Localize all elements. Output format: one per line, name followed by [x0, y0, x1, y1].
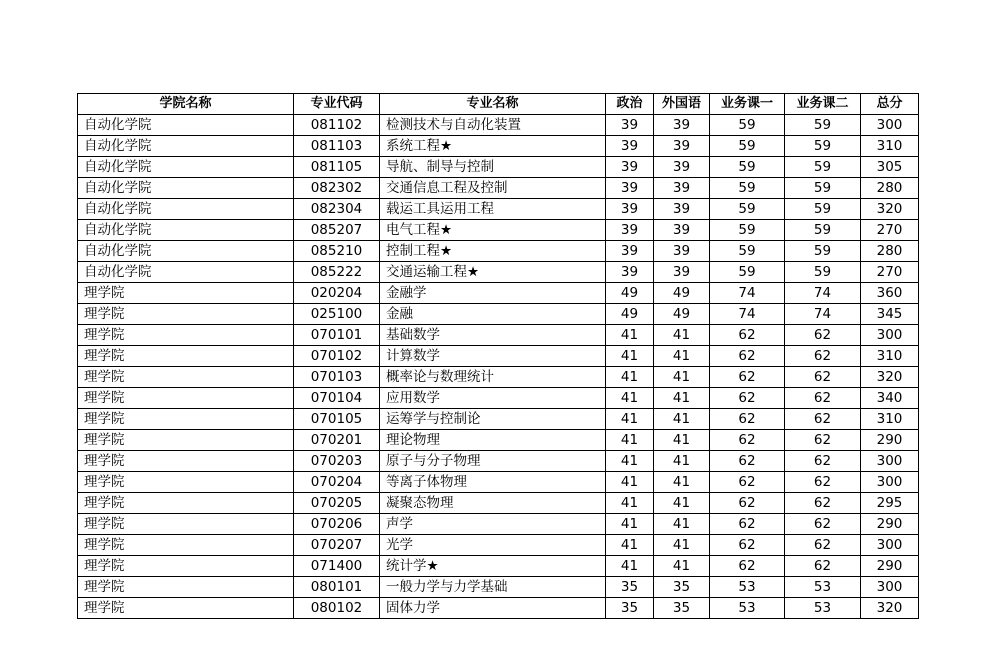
major-name-cell: 交通信息工程及控制 [380, 178, 606, 199]
major-code-cell: 082302 [294, 178, 380, 199]
major-name-cell: 载运工具运用工程 [380, 199, 606, 220]
politics-cell: 39 [606, 262, 654, 283]
foreign-language-cell: 41 [654, 346, 710, 367]
foreign-language-cell: 41 [654, 472, 710, 493]
header-politics: 政治 [606, 94, 654, 115]
major-name-cell: 导航、制导与控制 [380, 157, 606, 178]
table-row [78, 199, 919, 220]
course-two-cell: 59 [785, 220, 861, 241]
total-cell: 300 [861, 472, 919, 493]
total-cell: 280 [861, 241, 919, 262]
foreign-language-cell: 39 [654, 262, 710, 283]
college-cell: 理学院 [78, 409, 294, 430]
course-one-cell: 62 [710, 409, 785, 430]
major-name-cell: 检测技术与自动化装置 [380, 115, 606, 136]
course-one-cell: 62 [710, 556, 785, 577]
course-one-cell: 53 [710, 577, 785, 598]
major-name-cell: 运筹学与控制论 [380, 409, 606, 430]
college-cell: 理学院 [78, 388, 294, 409]
header-course-two: 业务课二 [785, 94, 861, 115]
college-cell: 自动化学院 [78, 178, 294, 199]
course-two-cell: 59 [785, 241, 861, 262]
major-code-cell: 070102 [294, 346, 380, 367]
foreign-language-cell: 41 [654, 388, 710, 409]
header-foreign-language: 外国语 [654, 94, 710, 115]
major-code-cell: 071400 [294, 556, 380, 577]
course-one-cell: 62 [710, 430, 785, 451]
college-cell: 自动化学院 [78, 199, 294, 220]
major-code-cell: 070207 [294, 535, 380, 556]
major-code-cell: 070205 [294, 493, 380, 514]
politics-cell: 49 [606, 283, 654, 304]
college-cell: 理学院 [78, 472, 294, 493]
politics-cell: 41 [606, 472, 654, 493]
total-cell: 320 [861, 598, 919, 619]
major-code-cell: 070105 [294, 409, 380, 430]
header-course-one: 业务课一 [710, 94, 785, 115]
table-row [78, 577, 919, 598]
total-cell: 290 [861, 430, 919, 451]
foreign-language-cell: 35 [654, 598, 710, 619]
major-code-cell: 085207 [294, 220, 380, 241]
total-cell: 280 [861, 178, 919, 199]
table-row [78, 598, 919, 619]
course-two-cell: 62 [785, 367, 861, 388]
major-name-cell: 基础数学 [380, 325, 606, 346]
table-row [78, 493, 919, 514]
course-one-cell: 62 [710, 325, 785, 346]
college-cell: 自动化学院 [78, 157, 294, 178]
table-row [78, 157, 919, 178]
table-header-row [78, 94, 919, 115]
total-cell: 290 [861, 514, 919, 535]
major-code-cell: 070201 [294, 430, 380, 451]
total-cell: 295 [861, 493, 919, 514]
table-body [78, 115, 919, 619]
foreign-language-cell: 41 [654, 367, 710, 388]
foreign-language-cell: 39 [654, 157, 710, 178]
course-one-cell: 62 [710, 472, 785, 493]
politics-cell: 41 [606, 325, 654, 346]
major-code-cell: 020204 [294, 283, 380, 304]
college-cell: 理学院 [78, 451, 294, 472]
major-name-cell: 原子与分子物理 [380, 451, 606, 472]
politics-cell: 35 [606, 577, 654, 598]
college-cell: 理学院 [78, 304, 294, 325]
course-one-cell: 62 [710, 493, 785, 514]
course-two-cell: 62 [785, 409, 861, 430]
course-two-cell: 62 [785, 556, 861, 577]
major-name-cell: 一般力学与力学基础 [380, 577, 606, 598]
total-cell: 320 [861, 199, 919, 220]
foreign-language-cell: 41 [654, 451, 710, 472]
major-name-cell: 声学 [380, 514, 606, 535]
table-row [78, 388, 919, 409]
foreign-language-cell: 39 [654, 136, 710, 157]
major-name-cell: 系统工程★ [380, 136, 606, 157]
politics-cell: 39 [606, 199, 654, 220]
college-cell: 理学院 [78, 556, 294, 577]
politics-cell: 41 [606, 430, 654, 451]
course-one-cell: 59 [710, 136, 785, 157]
course-one-cell: 62 [710, 367, 785, 388]
major-name-cell: 计算数学 [380, 346, 606, 367]
table-row [78, 472, 919, 493]
major-name-cell: 统计学★ [380, 556, 606, 577]
major-code-cell: 081103 [294, 136, 380, 157]
total-cell: 300 [861, 451, 919, 472]
foreign-language-cell: 41 [654, 325, 710, 346]
college-cell: 理学院 [78, 346, 294, 367]
politics-cell: 41 [606, 409, 654, 430]
major-code-cell: 080101 [294, 577, 380, 598]
course-two-cell: 59 [785, 157, 861, 178]
course-two-cell: 74 [785, 304, 861, 325]
course-two-cell: 59 [785, 178, 861, 199]
major-code-cell: 085210 [294, 241, 380, 262]
major-name-cell: 凝聚态物理 [380, 493, 606, 514]
total-cell: 270 [861, 262, 919, 283]
total-cell: 310 [861, 409, 919, 430]
table-row [78, 409, 919, 430]
course-one-cell: 59 [710, 220, 785, 241]
college-cell: 理学院 [78, 535, 294, 556]
foreign-language-cell: 35 [654, 577, 710, 598]
politics-cell: 39 [606, 220, 654, 241]
major-code-cell: 070103 [294, 367, 380, 388]
college-cell: 理学院 [78, 514, 294, 535]
table-row [78, 325, 919, 346]
major-code-cell: 070203 [294, 451, 380, 472]
course-two-cell: 62 [785, 325, 861, 346]
politics-cell: 39 [606, 241, 654, 262]
course-one-cell: 59 [710, 157, 785, 178]
foreign-language-cell: 41 [654, 430, 710, 451]
course-two-cell: 59 [785, 136, 861, 157]
course-two-cell: 59 [785, 115, 861, 136]
foreign-language-cell: 41 [654, 535, 710, 556]
foreign-language-cell: 41 [654, 493, 710, 514]
total-cell: 320 [861, 367, 919, 388]
course-two-cell: 62 [785, 430, 861, 451]
table-row [78, 283, 919, 304]
course-one-cell: 59 [710, 115, 785, 136]
foreign-language-cell: 39 [654, 115, 710, 136]
major-code-cell: 025100 [294, 304, 380, 325]
course-one-cell: 62 [710, 451, 785, 472]
foreign-language-cell: 39 [654, 178, 710, 199]
politics-cell: 41 [606, 388, 654, 409]
table-row [78, 535, 919, 556]
college-cell: 理学院 [78, 367, 294, 388]
course-one-cell: 53 [710, 598, 785, 619]
total-cell: 345 [861, 304, 919, 325]
score-table [77, 93, 919, 619]
total-cell: 305 [861, 157, 919, 178]
foreign-language-cell: 39 [654, 199, 710, 220]
politics-cell: 41 [606, 451, 654, 472]
course-two-cell: 62 [785, 472, 861, 493]
major-code-cell: 070101 [294, 325, 380, 346]
politics-cell: 39 [606, 136, 654, 157]
course-one-cell: 59 [710, 199, 785, 220]
course-two-cell: 59 [785, 262, 861, 283]
major-name-cell: 应用数学 [380, 388, 606, 409]
table-row [78, 346, 919, 367]
foreign-language-cell: 41 [654, 514, 710, 535]
politics-cell: 39 [606, 178, 654, 199]
major-code-cell: 070204 [294, 472, 380, 493]
course-two-cell: 62 [785, 493, 861, 514]
course-one-cell: 59 [710, 178, 785, 199]
college-cell: 自动化学院 [78, 220, 294, 241]
total-cell: 300 [861, 577, 919, 598]
table-row [78, 136, 919, 157]
college-cell: 理学院 [78, 325, 294, 346]
major-code-cell: 070104 [294, 388, 380, 409]
total-cell: 300 [861, 115, 919, 136]
course-two-cell: 53 [785, 577, 861, 598]
table-row [78, 451, 919, 472]
foreign-language-cell: 49 [654, 283, 710, 304]
course-one-cell: 62 [710, 346, 785, 367]
course-two-cell: 62 [785, 346, 861, 367]
politics-cell: 39 [606, 157, 654, 178]
major-name-cell: 控制工程★ [380, 241, 606, 262]
foreign-language-cell: 39 [654, 220, 710, 241]
college-cell: 理学院 [78, 283, 294, 304]
major-name-cell: 理论物理 [380, 430, 606, 451]
politics-cell: 41 [606, 346, 654, 367]
table-row [78, 304, 919, 325]
college-cell: 自动化学院 [78, 136, 294, 157]
course-one-cell: 59 [710, 262, 785, 283]
college-cell: 理学院 [78, 493, 294, 514]
major-code-cell: 080102 [294, 598, 380, 619]
politics-cell: 41 [606, 535, 654, 556]
course-two-cell: 62 [785, 388, 861, 409]
major-name-cell: 交通运输工程★ [380, 262, 606, 283]
major-code-cell: 070206 [294, 514, 380, 535]
major-code-cell: 082304 [294, 199, 380, 220]
total-cell: 300 [861, 535, 919, 556]
politics-cell: 41 [606, 367, 654, 388]
course-two-cell: 62 [785, 535, 861, 556]
table-row [78, 367, 919, 388]
course-two-cell: 53 [785, 598, 861, 619]
politics-cell: 35 [606, 598, 654, 619]
politics-cell: 49 [606, 304, 654, 325]
header-total: 总分 [861, 94, 919, 115]
header-major-code: 专业代码 [294, 94, 380, 115]
politics-cell: 41 [606, 514, 654, 535]
course-two-cell: 59 [785, 199, 861, 220]
college-cell: 理学院 [78, 577, 294, 598]
foreign-language-cell: 41 [654, 556, 710, 577]
major-name-cell: 金融学 [380, 283, 606, 304]
table-row [78, 220, 919, 241]
college-cell: 理学院 [78, 430, 294, 451]
major-code-cell: 085222 [294, 262, 380, 283]
course-one-cell: 62 [710, 388, 785, 409]
table-row [78, 514, 919, 535]
college-cell: 理学院 [78, 598, 294, 619]
course-one-cell: 62 [710, 514, 785, 535]
course-two-cell: 62 [785, 514, 861, 535]
total-cell: 300 [861, 325, 919, 346]
total-cell: 270 [861, 220, 919, 241]
table-row [78, 556, 919, 577]
table-row [78, 262, 919, 283]
course-one-cell: 59 [710, 241, 785, 262]
major-code-cell: 081105 [294, 157, 380, 178]
major-name-cell: 概率论与数理统计 [380, 367, 606, 388]
major-name-cell: 等离子体物理 [380, 472, 606, 493]
major-name-cell: 金融 [380, 304, 606, 325]
table-row [78, 115, 919, 136]
table-row [78, 241, 919, 262]
foreign-language-cell: 39 [654, 241, 710, 262]
table-row [78, 430, 919, 451]
foreign-language-cell: 41 [654, 409, 710, 430]
table-row [78, 178, 919, 199]
college-cell: 自动化学院 [78, 262, 294, 283]
course-two-cell: 74 [785, 283, 861, 304]
course-one-cell: 74 [710, 283, 785, 304]
college-cell: 自动化学院 [78, 115, 294, 136]
header-college: 学院名称 [78, 94, 294, 115]
header-major-name: 专业名称 [380, 94, 606, 115]
total-cell: 360 [861, 283, 919, 304]
politics-cell: 41 [606, 556, 654, 577]
course-one-cell: 62 [710, 535, 785, 556]
course-two-cell: 62 [785, 451, 861, 472]
total-cell: 290 [861, 556, 919, 577]
major-name-cell: 光学 [380, 535, 606, 556]
politics-cell: 39 [606, 115, 654, 136]
major-name-cell: 电气工程★ [380, 220, 606, 241]
major-code-cell: 081102 [294, 115, 380, 136]
politics-cell: 41 [606, 493, 654, 514]
college-cell: 自动化学院 [78, 241, 294, 262]
total-cell: 340 [861, 388, 919, 409]
major-name-cell: 固体力学 [380, 598, 606, 619]
total-cell: 310 [861, 136, 919, 157]
foreign-language-cell: 49 [654, 304, 710, 325]
total-cell: 310 [861, 346, 919, 367]
course-one-cell: 74 [710, 304, 785, 325]
